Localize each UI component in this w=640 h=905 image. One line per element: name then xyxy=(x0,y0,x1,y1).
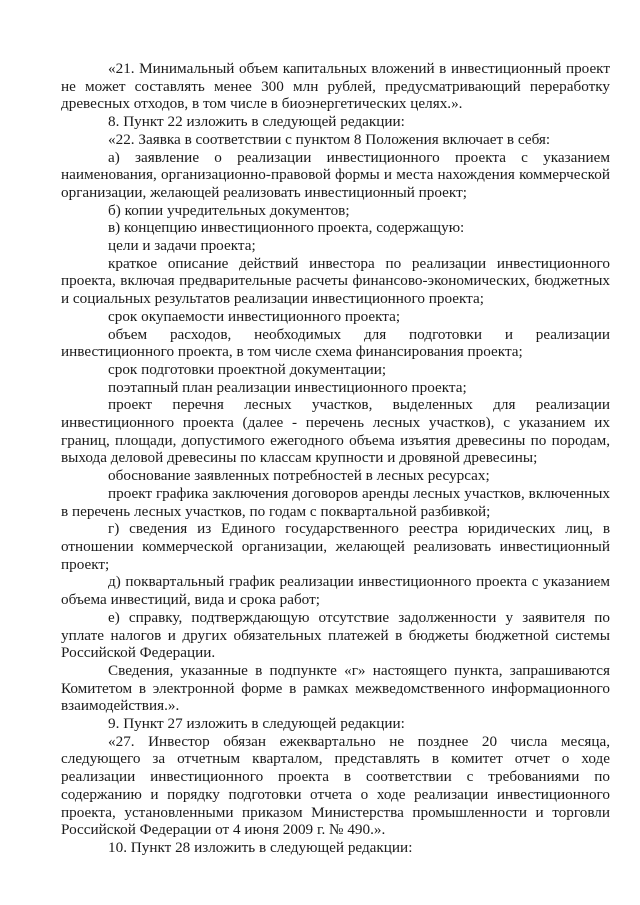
paragraph-item-10: 10. Пункт 28 изложить в следующей редакции: xyxy=(108,838,413,856)
paragraph-22-v: в) концепцию инвестиционного проекта, содержащую: xyxy=(108,219,465,237)
paragraph-item-9: 9. Пункт 27 изложить в следующей редакции: xyxy=(108,715,405,733)
paragraph-expenses: объем расходов, необходимых для подготовки и реализации инвестиционного проекта, в том числе схема финансирования проекта; xyxy=(61,325,610,361)
paragraph-description: краткое описание действий инвестора по реализации инвестиционного проекта, включая предварительные расчеты финансово-экономических, бюджетных и социальных результатов реализации инвестиционного проекта; xyxy=(61,254,610,308)
paragraph-goals: цели и задачи проекта; xyxy=(108,237,256,255)
document-body xyxy=(61,60,610,857)
paragraph-22-a: а) заявление о реализации инвестиционного проекта с указанием наименования, организационно-правовой формы и места нахождения коммерческой организации, желающей реализовать инвестиционный проект; xyxy=(61,148,610,201)
paragraph-forest-plots: проект перечня лесных участков, выделенных для реализации инвестиционного проекта (далее - перечень лесных участков), с указанием их границ, площади, допустимого ежегодного объема изъятия древесины по породам, выхода деловой древесины по классам крупности и дровяной древесины; xyxy=(61,396,610,467)
paragraph-payback: срок окупаемости инвестиционного проекта; xyxy=(108,307,401,325)
paragraph-22-b: б) копии учредительных документов; xyxy=(108,201,350,219)
paragraph-item-8: 8. Пункт 22 изложить в следующей редакции: xyxy=(108,113,405,131)
paragraph-22-intro: «22. Заявка в соответствии с пунктом 8 Положения включает в себя: xyxy=(108,130,551,148)
paragraph-info-request: Сведения, указанные в подпункте «г» настоящего пункта, запрашиваются Комитетом в электронной форме в рамках межведомственного информационного взаимодействия.». xyxy=(61,661,610,715)
paragraph-resource-needs: обоснование заявленных потребностей в лесных ресурсах; xyxy=(108,467,490,485)
paragraph-stage-plan: поэтапный план реализации инвестиционного проекта; xyxy=(108,378,467,396)
paragraph-27-report: «27. Инвестор обязан ежеквартально не позднее 20 числа месяца, следующего за отчетным кварталом, представлять в комитет отчет о ходе реализации инвестиционного проекта в соответствии с требованиями по содержанию и порядку подготовки отчета о ходе реализации инвестиционного проекта, установленными приказом Министерства промышленности и торговли Российской Федерации от 4 июня 2009 г. № 490.». xyxy=(61,732,610,839)
paragraph-22-e: е) справку, подтверждающую отсутствие задолженности у заявителя по уплате налогов и других обязательных платежей в бюджеты бюджетной системы Российской Федерации. xyxy=(61,608,610,662)
paragraph-22-d: д) поквартальный график реализации инвестиционного проекта с указанием объема инвестиций, вида и срока работ; xyxy=(61,573,610,609)
paragraph-lease-schedule: проект графика заключения договоров аренды лесных участков, включенных в перечень лесных участков, по годам с поквартальной разбивкой; xyxy=(61,484,610,520)
paragraph-design-term: срок подготовки проектной документации; xyxy=(108,360,387,378)
paragraph-22-g: г) сведения из Единого государственного реестра юридических лиц, в отношении коммерческой организации, желающей реализовать инвестиционный проект; xyxy=(61,520,610,573)
paragraph-21-min-investment: «21. Минимальный объем капитальных вложений в инвестиционный проект не может составлять менее 300 млн рублей, предусматривающий переработку древесных отходов, в том числе в биоэнергетических целях.». xyxy=(61,60,610,113)
